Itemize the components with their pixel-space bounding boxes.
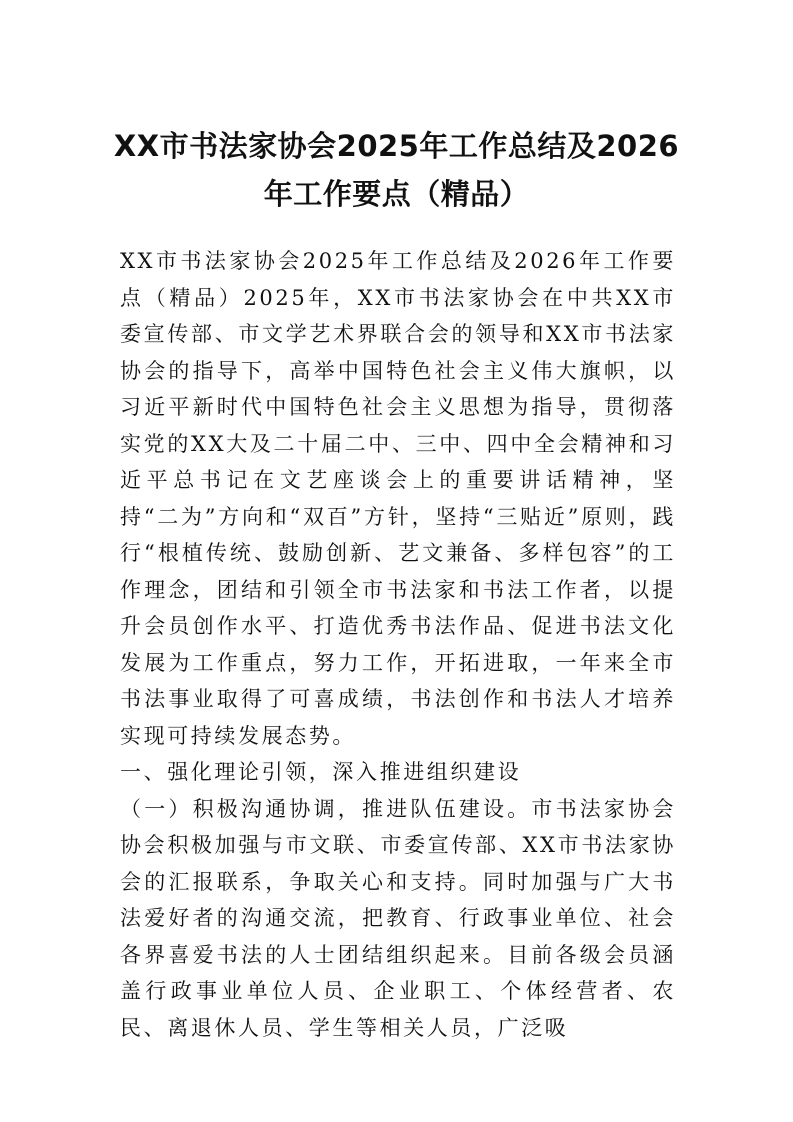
intro-paragraph: XX市书法家协会2025年工作总结及2026年工作要点（精品）2025年，XX市书法家协会在中共XX市委宣传部、市文学艺术界联合会的领导和XX市书法家协会的指导下，高举中国特色社会主义伟大旗帜，以习近平新时代中国特色社会主义思想为指导，贯彻落实党的XX大及二十届二中、三中、四中全会精神和习近平总书记在文艺座谈会上的重要讲话精神，坚持“二为”方向和“双百”方针，坚持“三贴近”原则，践行“根植传统、鼓励创新、艺文兼备、多样包容”的工作理念，团结和引领全市书法家和书法工作者，以提升会员创作水平、打造优秀书法作品、促进书法文化发展为工作重点，努力工作，开拓进取，一年来全市书法事业取得了可喜成绩，书法创作和书法人才培养实现可持续发展态势。 bbox=[120, 249, 676, 748]
document-body bbox=[120, 243, 676, 1046]
title-line-2: 年工作要点（精品） bbox=[263, 177, 530, 211]
document-title bbox=[110, 122, 683, 218]
section-heading: 一、强化理论引领，深入推进组织建设 bbox=[120, 760, 522, 784]
subsection-paragraph: （一）积极沟通协调，推进队伍建设。市书法家协会协会积极加强与市文联、市委宣传部、XX市书法家协会的汇报联系，争取关心和支持。同时加强与广大书法爱好者的沟通交流，把教育、行政事业单位、社会各界喜爱书法的人士团结组织起来。目前各级会员涵盖行政事业单位人员、企业职工、个体经营者、农民、离退休人员、学生等相关人员，广泛吸 bbox=[120, 796, 676, 1040]
title-line-1: XX市书法家协会2025年工作总结及2026 bbox=[113, 129, 680, 163]
